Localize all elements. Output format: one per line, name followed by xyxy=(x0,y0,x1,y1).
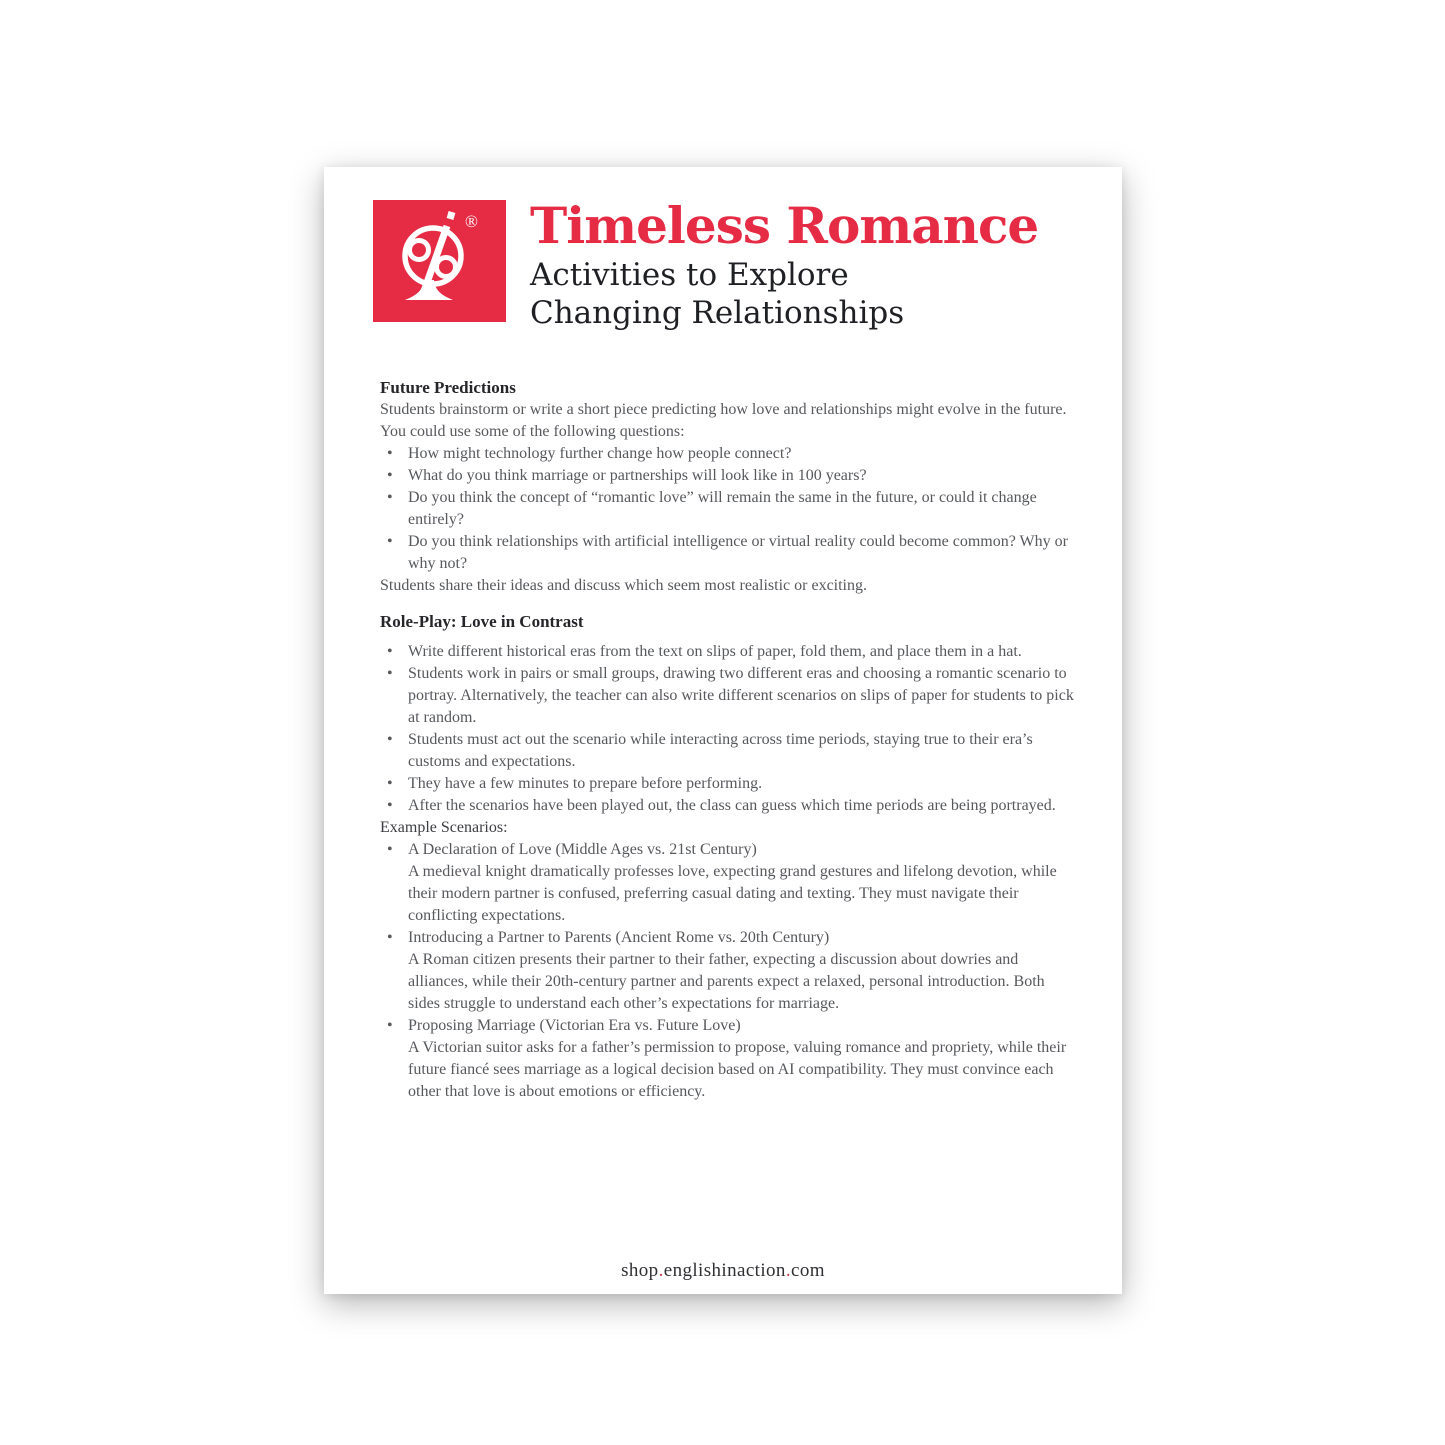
page-title: Timeless Romance xyxy=(530,196,1039,255)
footer-url-segment: com xyxy=(790,1260,825,1281)
list-item: • After the scenarios have been played out, the class can guess which time periods are being portrayed. xyxy=(380,795,1080,817)
list-item: • Do you think relationships with artificial intelligence or virtual reality could become common? Why or why not? xyxy=(380,531,1080,575)
registered-trademark-icon: ® xyxy=(465,212,478,231)
section-heading-role-play: Role-Play: Love in Contrast xyxy=(380,612,584,631)
list-item: • Students work in pairs or small groups, drawing two different eras and choosing a romantic scenario to portray. Alternatively, the teacher can also write different scenarios on slips of paper for students to pick at random. xyxy=(380,663,1080,729)
scenario-item xyxy=(380,927,1080,1015)
scenario-title: • A Declaration of Love (Middle Ages vs. 21st Century) xyxy=(408,841,757,858)
section-future-predictions xyxy=(380,377,1080,597)
list-item: • How might technology further change how people connect? xyxy=(380,443,1080,465)
footer-url-dot: . xyxy=(785,1260,791,1281)
list-item: • Write different historical eras from the text on slips of paper, fold them, and place them in a hat. xyxy=(380,641,1080,663)
footer-url-segment: englishinaction xyxy=(663,1260,786,1281)
scenario-title: • Introducing a Partner to Parents (Ancient Rome vs. 20th Century) xyxy=(408,929,830,946)
document-body xyxy=(380,377,1080,1103)
section-outro: Students share their ideas and discuss which seem most realistic or exciting. xyxy=(380,577,867,594)
section-heading-future-predictions: Future Predictions xyxy=(380,378,516,397)
footer-url-segment: shop xyxy=(621,1260,659,1281)
scenario-description: A Victorian suitor asks for a father’s permission to propose, valuing romance and propriety, while their future fiancé sees marriage as a logical decision based on AI compatibility. They must convince each other that love is about emotions or efficiency. xyxy=(408,1039,1067,1100)
section-role-play xyxy=(380,611,1080,817)
logo xyxy=(373,200,506,322)
section-intro: Students brainstorm or write a short piece predicting how love and relationships might evolve in the future. You could use some of the following questions: xyxy=(380,401,1067,440)
globe-pencil-logo-icon xyxy=(373,200,506,322)
header xyxy=(373,196,1039,332)
document-page xyxy=(324,167,1122,1294)
footer-url-dot: . xyxy=(658,1260,664,1281)
example-scenarios-list xyxy=(380,839,1080,1103)
footer xyxy=(324,1260,1122,1282)
scenario-description: A Roman citizen presents their partner to their father, expecting a discussion about dowries and alliances, while their 20th-century partner and parents expect a relaxed, personal introduction. Both sides struggle to understand each other’s expectations for marriage. xyxy=(408,951,1045,1012)
role-play-bullet-list xyxy=(380,641,1080,817)
list-item: • Students must act out the scenario while interacting across time periods, staying true to their era’s customs and expectations. xyxy=(380,729,1080,773)
header-text xyxy=(530,196,1039,332)
subheading-example-scenarios: Example Scenarios: xyxy=(380,819,508,836)
page-subtitle-line-2: Changing Relationships xyxy=(530,295,905,331)
list-item: • What do you think marriage or partnerships will look like in 100 years? xyxy=(380,465,1080,487)
scenario-title: • Proposing Marriage (Victorian Era vs. Future Love) xyxy=(408,1017,741,1034)
future-predictions-bullet-list xyxy=(380,443,1080,575)
scenario-description: A medieval knight dramatically professes love, expecting grand gestures and lifelong devotion, while their modern partner is confused, preferring casual dating and texting. They must navigate their conflicting expectations. xyxy=(408,863,1057,924)
section-example-scenarios xyxy=(380,817,1080,1103)
page-subtitle-line-1: Activities to Explore xyxy=(530,257,849,293)
scenario-item xyxy=(380,839,1080,927)
page-subtitle xyxy=(530,256,1038,332)
list-item: • Do you think the concept of “romantic love” will remain the same in the future, or could it change entirely? xyxy=(380,487,1080,531)
scenario-item xyxy=(380,1015,1080,1103)
list-item: • They have a few minutes to prepare before performing. xyxy=(380,773,1080,795)
footer-url xyxy=(621,1260,825,1281)
